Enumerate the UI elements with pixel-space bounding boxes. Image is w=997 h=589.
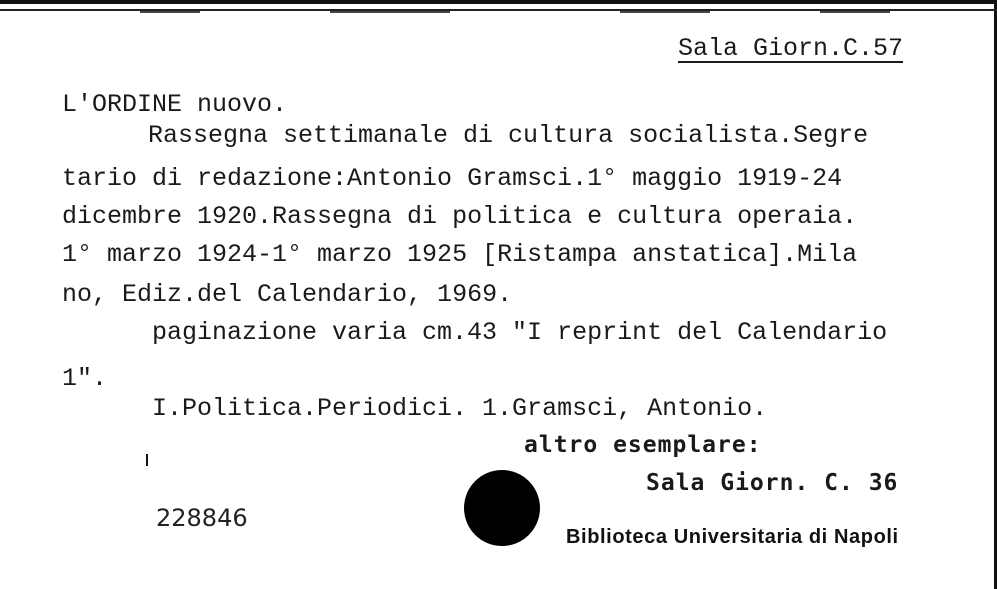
shelfmark: Sala Giorn.C.57: [678, 34, 904, 63]
other-copy-shelfmark: Sala Giorn. C. 36: [646, 470, 899, 496]
card-line: no, Ediz.del Calendario, 1969.: [62, 280, 513, 309]
punch-hole: [464, 470, 540, 546]
card-line: Rassegna settimanale di cultura socialista.Segre: [148, 121, 869, 150]
card-line: 1° marzo 1924-1° marzo 1925 [Ristampa anstatica].Mila: [62, 240, 858, 269]
margin-tick: [146, 454, 148, 466]
card-line: dicembre 1920.Rassegna di politica e cultura operaia.: [62, 202, 858, 231]
card-subject-line: I.Politica.Periodici. 1.Gramsci, Antonio.: [152, 394, 768, 423]
card-line: tario di redazione:Antonio Gramsci.1° maggio 1919-24: [62, 164, 843, 193]
top-edge-marks: [0, 4, 997, 12]
card-line-title: L'ORDINE nuovo.: [62, 90, 288, 119]
card-line: 1".: [62, 364, 108, 393]
other-copy-label: altro esemplare:: [524, 432, 762, 458]
inventory-number: 228846: [156, 504, 248, 532]
card-line: paginazione varia cm.43 "I reprint del Calendario: [152, 318, 888, 347]
library-stamp: Biblioteca Universitaria di Napoli: [566, 526, 899, 548]
